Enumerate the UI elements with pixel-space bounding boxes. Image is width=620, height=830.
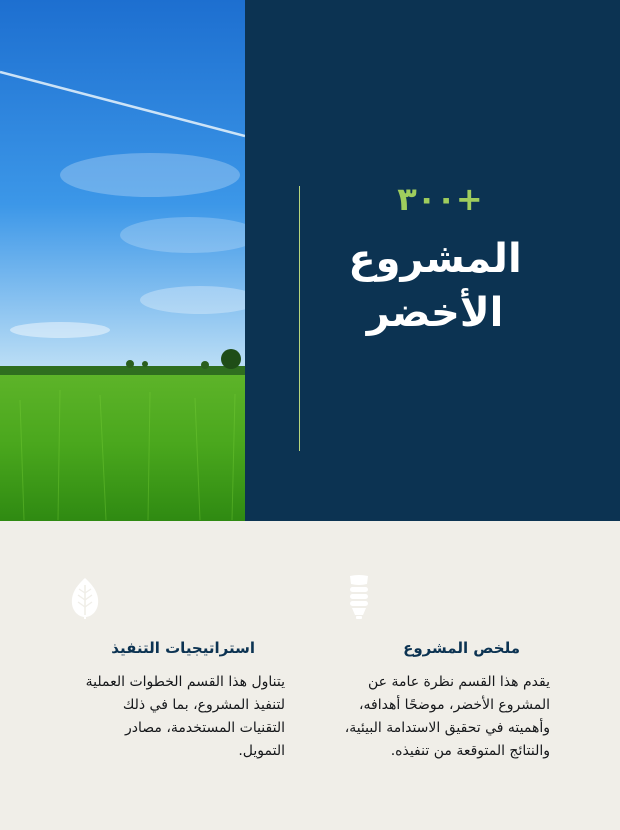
project-summary-heading: ملخص المشروع [403,639,520,657]
page-title-line-2: الأخضر [366,290,504,336]
page-title [320,232,550,340]
page-title-line-1: المشروع [348,236,522,282]
highlight-number: +٣٠٠ [397,180,483,218]
implementation-strategies-section [80,575,285,763]
green-field-photo [0,0,245,521]
project-summary-section [330,575,550,763]
implementation-strategies-body: يتناول هذا القسم الخطوات العملية لتنفيذ المشروع، بما في ذلك التقنيات المستخدمة، مصادر التمويل. [85,674,285,759]
project-summary-body: يقدم هذا القسم نظرة عامة عن المشروع الأخضر، موضحًا أهدافه، وأهميته في تحقيق الاستدامة البيئية، والنتائج المتوقعة من تنفيذه. [344,674,550,759]
implementation-strategies-heading: استراتيجيات التنفيذ [111,639,255,657]
divider-line [299,186,300,451]
